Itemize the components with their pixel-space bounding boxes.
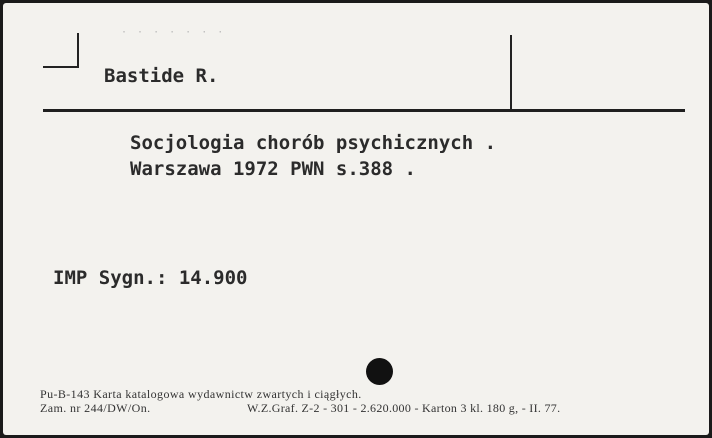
footer-line-2-right: W.Z.Graf. Z-2 - 301 - 2.620.000 - Karton 3 kl. 180 g, - II. 77. xyxy=(247,401,561,415)
author-heading: Bastide R. xyxy=(104,65,219,87)
title-line-1: Socjologia chorób psychicznych . xyxy=(130,132,497,154)
header-left-horizontal-rule xyxy=(43,66,79,68)
catalog-card xyxy=(3,3,709,435)
call-number: IMP Sygn.: 14.900 xyxy=(53,267,248,289)
header-left-vertical-rule xyxy=(77,33,79,67)
footer-line-1: Pu-B-143 Karta katalogowa wydawnictw zwartych i ciągłych. xyxy=(40,387,362,401)
header-right-vertical-rule xyxy=(510,35,512,109)
faded-stamp: · · · · · · · xyxy=(121,27,226,38)
title-line-2: Warszawa 1972 PWN s.388 . xyxy=(130,158,416,180)
header-bottom-rule xyxy=(43,109,685,112)
footer-line-2-left: Zam. nr 244/DW/On. xyxy=(40,401,151,415)
punch-hole xyxy=(366,358,393,385)
